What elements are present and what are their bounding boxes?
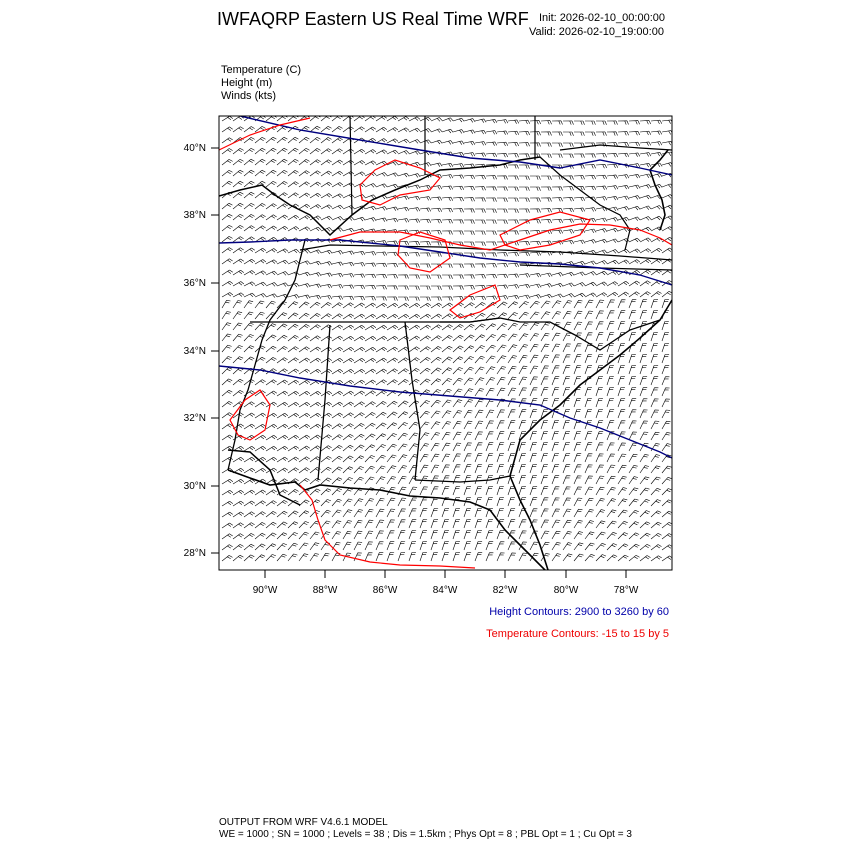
legend-height: Height (m) [221,77,273,89]
lon-label-84w: 84°W [432,585,458,596]
model-output-line: OUTPUT FROM WRF V4.6.1 MODEL [219,817,388,828]
lat-label-28n: 28°N [183,548,206,559]
state-boundaries [219,116,672,575]
legend-winds: Winds (kts) [221,90,276,102]
wind-barb-field [222,115,673,561]
model-config-line: WE = 1000 ; SN = 1000 ; Levels = 38 ; Dis = 1.5km ; Phys Opt = 8 ; PBL Opt = 1 ; Cu Opt = 3 [219,829,632,840]
init-time: Init: 2026-02-10_00:00:00 [539,12,665,24]
lon-label-86w: 86°W [372,585,398,596]
temperature-contour-info: Temperature Contours: -15 to 15 by 5 [486,628,669,640]
map-title: IWFAQRP Eastern US Real Time WRF [217,9,529,29]
height-contour-info: Height Contours: 2900 to 3260 by 60 [489,606,669,618]
temperature-contours [219,118,672,568]
legend-temperature: Temperature (C) [221,64,302,76]
lat-label-30n: 30°N [183,481,206,492]
lon-label-90w: 90°W [252,585,278,596]
lat-label-36n: 36°N [183,278,206,289]
lon-label-82w: 82°W [492,585,518,596]
lon-label-88w: 88°W [312,585,338,596]
lat-label-38n: 38°N [183,210,206,221]
lat-label-32n: 32°N [183,413,206,424]
wind-barbs [222,115,673,561]
lon-label-80w: 80°W [553,585,579,596]
lat-label-40n: 40°N [183,143,206,154]
valid-time: Valid: 2026-02-10_19:00:00 [529,26,664,38]
lat-label-34n: 34°N [183,346,206,357]
lon-label-78w: 78°W [613,585,639,596]
